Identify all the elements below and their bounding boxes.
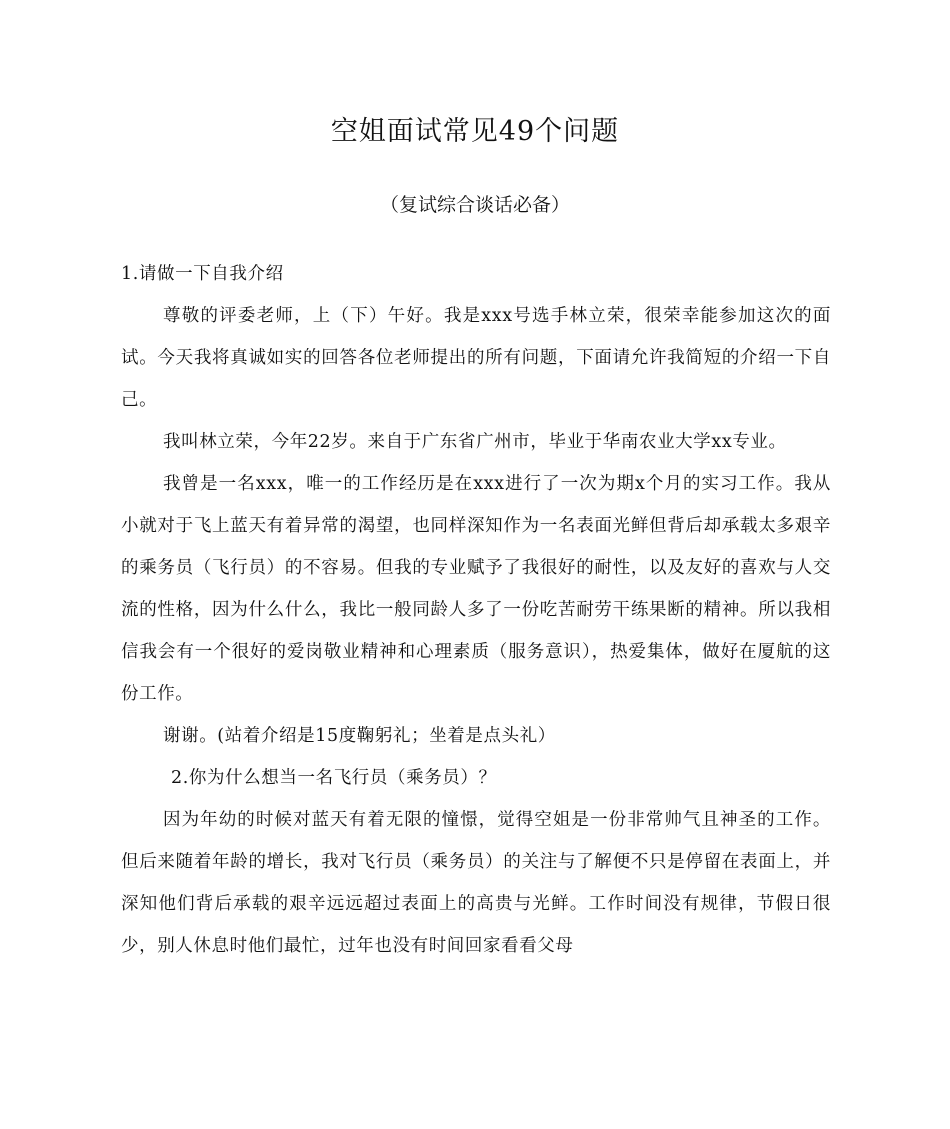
answer-paragraph: 尊敬的评委老师，上（下）午好。我是xxx号选手林立荣，很荣幸能参加这次的面试。今天我将真诚如实的回答各位老师提出的所有问题，下面请允许我简短的介绍一下自己。 xyxy=(121,306,831,410)
page-title: 空姐面试常见49个问题 xyxy=(330,116,620,147)
answer-paragraph: 谢谢。(站着介绍是15度鞠躬礼；坐着是点头礼） xyxy=(163,726,556,746)
answer-paragraph: 因为年幼的时候对蓝天有着无限的憧憬，觉得空姐是一份非常帅气且神圣的工作。但后来随着年龄的增长，我对飞行员（乘务员）的关注与了解便不只是停留在表面上，并深知他们背后承载的艰辛远远超过表面上的高贵与光鲜。工作时间没有规律，节假日很少，别人休息时他们最忙，过年也没有时间回家看看父母 xyxy=(121,810,831,956)
question-heading-2: 2.你为什么想当一名飞行员（乘务员）？ xyxy=(171,768,497,788)
page-subtitle: （复试综合谈话必备） xyxy=(379,194,570,216)
answer-paragraph: 我曾是一名xxx，唯一的工作经历是在xxx进行了一次为期x个月的实习工作。我从小就对于飞上蓝天有着异常的渴望，也同样深知作为一名表面光鲜但背后却承载太多艰辛的乘务员（飞行员）的不容易。但我的专业赋予了我很好的耐性，以及友好的喜欢与人交流的性格，因为什么什么，我比一般同龄人多了一份吃苦耐劳干练果断的精神。所以我相信我会有一个很好的爱岗敬业精神和心理素质（服务意识），热爱集体，做好在厦航的这份工作。 xyxy=(121,474,831,704)
question-heading-1: 1.请做一下自我介绍 xyxy=(121,264,284,284)
document-body xyxy=(121,253,831,967)
answer-paragraph: 我叫林立荣，今年22岁。来自于广东省广州市，毕业于华南农业大学xx专业。 xyxy=(163,432,787,452)
